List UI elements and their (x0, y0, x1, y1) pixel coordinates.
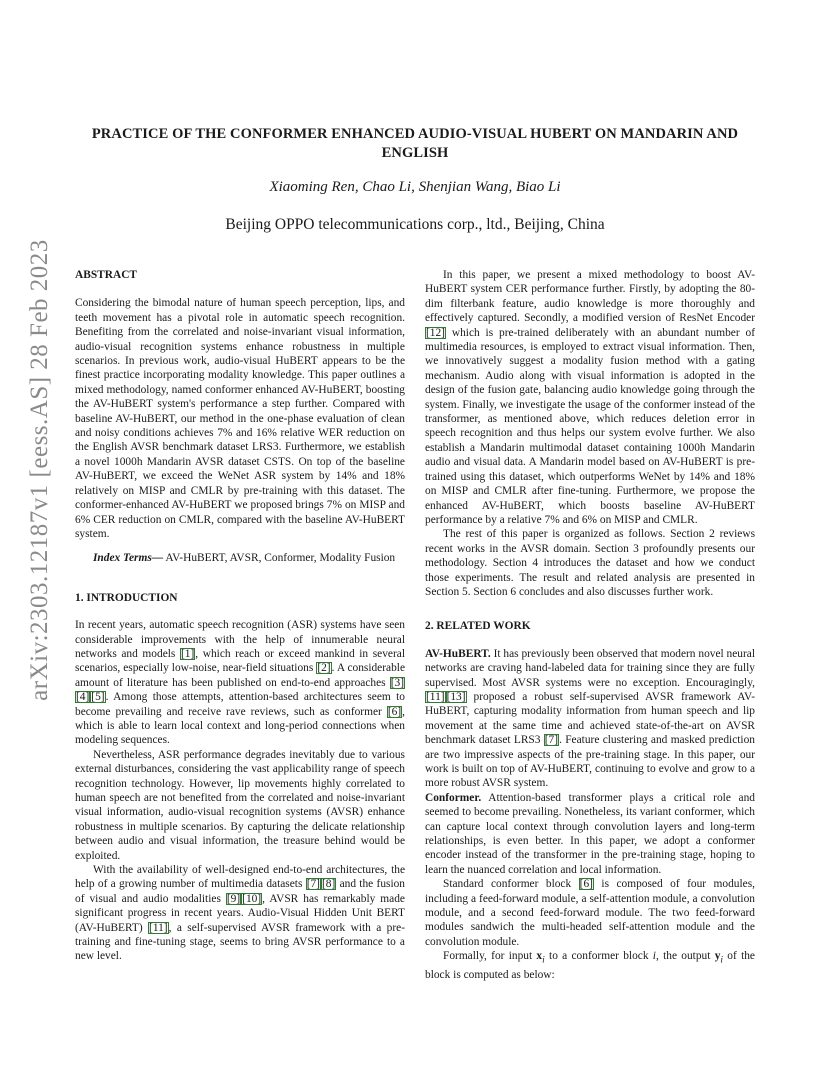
citation-link[interactable]: [7] (544, 734, 559, 747)
citation-link[interactable]: [2] (317, 662, 331, 675)
left-column (75, 268, 405, 964)
citation-link[interactable]: [11] (426, 690, 445, 703)
citation-link[interactable]: [4] (76, 691, 90, 704)
citation-link[interactable]: [6] (387, 705, 402, 718)
avhubert-paragraph: AV-HuBERT. It has previously been observed that modern novel neural networks are craving hand-labeled data for training since they are fully supervised. Most AVSR systems were no exception. Encouragingly, [11] [13] proposed a robust self-supervised AVSR framework AV-HuBERT, capturing modality information from human speech and lip movement at the same time and achieved state-of-the-art on AVSR benchmark dataset LRS3 [7]. Feature clustering and masked prediction are two impressive aspects of the pre-training stage. In this paper, our work is built on top of AV-HuBERT, continuing to evolve and grow to a more robust AVSR system. (425, 647, 755, 790)
conformer-block-paragraph: Standard conformer block [6] is composed of four modules, including a feed-forward module, a self-attention module, a convolution module, and a second feed-forward module. The two feed-forward modules sandwich the multi-headed self-attention module and the convolution module. (425, 878, 756, 948)
citation-link[interactable]: [7] (306, 878, 320, 891)
intro-paragraph-3: With the availability of well-designed end-to-end architectures, the help of a growing number of multimedia datasets [7] [8] and the fusion of visual and audio modalities [9] [10], AVSR has remarkably made significant progress in recent years. Audio-Visual Hidden Unit BERT (AV-HuBERT) [11], a self-supervised AVSR framework with a pre-training and fine-tuning stage, seems to bring AVSR performance to a new level. (75, 864, 405, 963)
citation-link[interactable]: [9] (226, 892, 241, 905)
citation-link[interactable]: [12] (426, 326, 445, 339)
introduction-heading: 1. INTRODUCTION (75, 591, 178, 604)
paper-affiliation: Beijing OPPO telecommunications corp., ltd., Beijing, China (225, 216, 605, 233)
paper-authors: Xiaoming Ren, Chao Li, Shenjian Wang, Biao Li (269, 179, 561, 195)
right-paragraph-1: In this paper, we present a mixed methodology to boost AV-HuBERT system CER performance further. Firstly, by adopting the 80-dim filterbank feature, audio knowledge is more thoroughly and effectively captured. Secondly, a modified version of ResNet Encoder [12] which is pre-trained deliberately with an abundant number of multimedia resources, is employed to extract visual information. Then, we innovatively suggest a modality fusion method with a gating mechanism. Audio along with visual information is adopted in the design of the fusion gate, balancing audio knowledge going through the system. Finally, we investigate the usage of the conformer instead of the transformer, as mentioned above, which reduces deletion error in speech recognition and thus helps our system evolve further. We also establish a Mandarin multimodal dataset containing 1000h Mandarin audio and visual data. A Mandarin model based on AV-HuBERT is pre-trained using this dataset, which outperforms WeNet by 14% and 18% on MISP and CMLR after fine-tuning. Furthermore, we propose the enhanced AV-HuBERT, which boosts baseline AV-HuBERT performance by a relative 7% and 6% on MISP and CMLR. (425, 269, 755, 526)
formal-definition-paragraph: Formally, for input $x_i$ to a conformer block i, the output $y_i$ of the block is computed as below: (425, 950, 755, 981)
right-column (425, 268, 755, 982)
abstract-heading: ABSTRACT (75, 269, 138, 281)
citation-link[interactable]: [11] (149, 921, 168, 934)
citation-link[interactable]: [10] (242, 892, 262, 905)
citation-link[interactable]: [13] (446, 690, 466, 703)
citation-link[interactable]: [1] (180, 647, 195, 660)
abstract-text: Considering the bimodal nature of human speech perception, lips, and teeth movement has a pivotal role in automatic speech recognition. Benefiting from the correlated and noise-invariant visual information, audio-visual recognition systems enhance robustness in multiple scenarios. In previous work, audio-visual HuBERT appears to be the finest practice incorporating modality knowledge. This paper outlines a mixed methodology, named conformer enhanced AV-HuBERT, boosting the AV-HuBERT system's performance a step further. Compared with baseline AV-HuBERT, our method in the one-phase evaluation of clean and noisy conditions achieves 7% and 16% relative WER reduction on the English AVSR benchmark dataset LRS3. Furthermore, we establish a novel 1000h Mandarin AVSR dataset CSTS. On top of the baseline AV-HuBERT, we exceed the WeNet ASR system by 14% and 18% relatively on MISP and CMLR by pre-training with this dataset. The conformer-enhanced AV-HuBERT we proposed brings 7% on MISP and 6% CER reduction on CMLR, compared with the baseline AV-HuBERT system. (75, 297, 405, 540)
arxiv-identifier: arXiv:2303.12187v1 [eess.AS] 28 Feb 2023 (26, 239, 53, 701)
index-terms (75, 551, 405, 565)
citation-link[interactable]: [5] (91, 691, 105, 704)
related-work-heading: 2. RELATED WORK (425, 620, 531, 633)
paper-title: PRACTICE OF THE CONFORMER ENHANCED AUDIO-VISUAL HUBERT ON MANDARIN AND ENGLISH (91, 126, 739, 161)
intro-paragraph-1: In recent years, automatic speech recognition (ASR) systems have seen considerable improvements with the help of innumerable neural networks and models [1], which reach or exceed mankind in several scenarios, especially low-noise, near-field situations [2]. A considerable amount of literature has been published on end-to-end approaches [3][4] [5]. Among those attempts, attention-based architectures seem to become prevailing and receive rave reviews, such as conformer [6], which is able to learn local context and long-period connections when modeling sequences. (75, 619, 406, 747)
citation-link[interactable]: [6] (579, 878, 593, 891)
arxiv-sidebar (20, 239, 60, 701)
citation-link[interactable]: [3] (390, 676, 404, 689)
citation-link[interactable]: [8] (321, 878, 336, 891)
index-terms-label: Index Terms— (93, 552, 164, 565)
right-paragraph-2: The rest of this paper is organized as follows. Section 2 reviews recent works in the AVSR domain. Section 3 profoundly presents our methodology. Section 4 introduces the dataset and how we conduct those experiments. The result and related analysis are presented in Section 5. Section 6 concludes and also discusses further work. (425, 528, 755, 598)
index-terms-text: AV-HuBERT, AVSR, Conformer, Modality Fusion (163, 552, 396, 565)
conformer-paragraph: Conformer. Attention-based transformer plays a critical role and seemed to become prevailing. Nonetheless, its variant conformer, which can capture local context through convolution layers and long-term relationships, is even better. In this paper, we adopt a conformer encoder instead of the transformer in the pre-training stage, hoping to learn the nuanced correlation and local information. (425, 791, 755, 876)
intro-paragraph-2: Nevertheless, ASR performance degrades inevitably due to various external disturbances, considering the vast applicability range of speech recognition technology. However, lip movements highly correlated to human speech are not benefited from the correlated and noise-invariant visual information, audio-visual recognition systems (AVSR) enhance robustness in multiple scenarios. By capturing the delicate relationship between audio and visual information, the treasure behind would be exploited. (75, 748, 405, 862)
